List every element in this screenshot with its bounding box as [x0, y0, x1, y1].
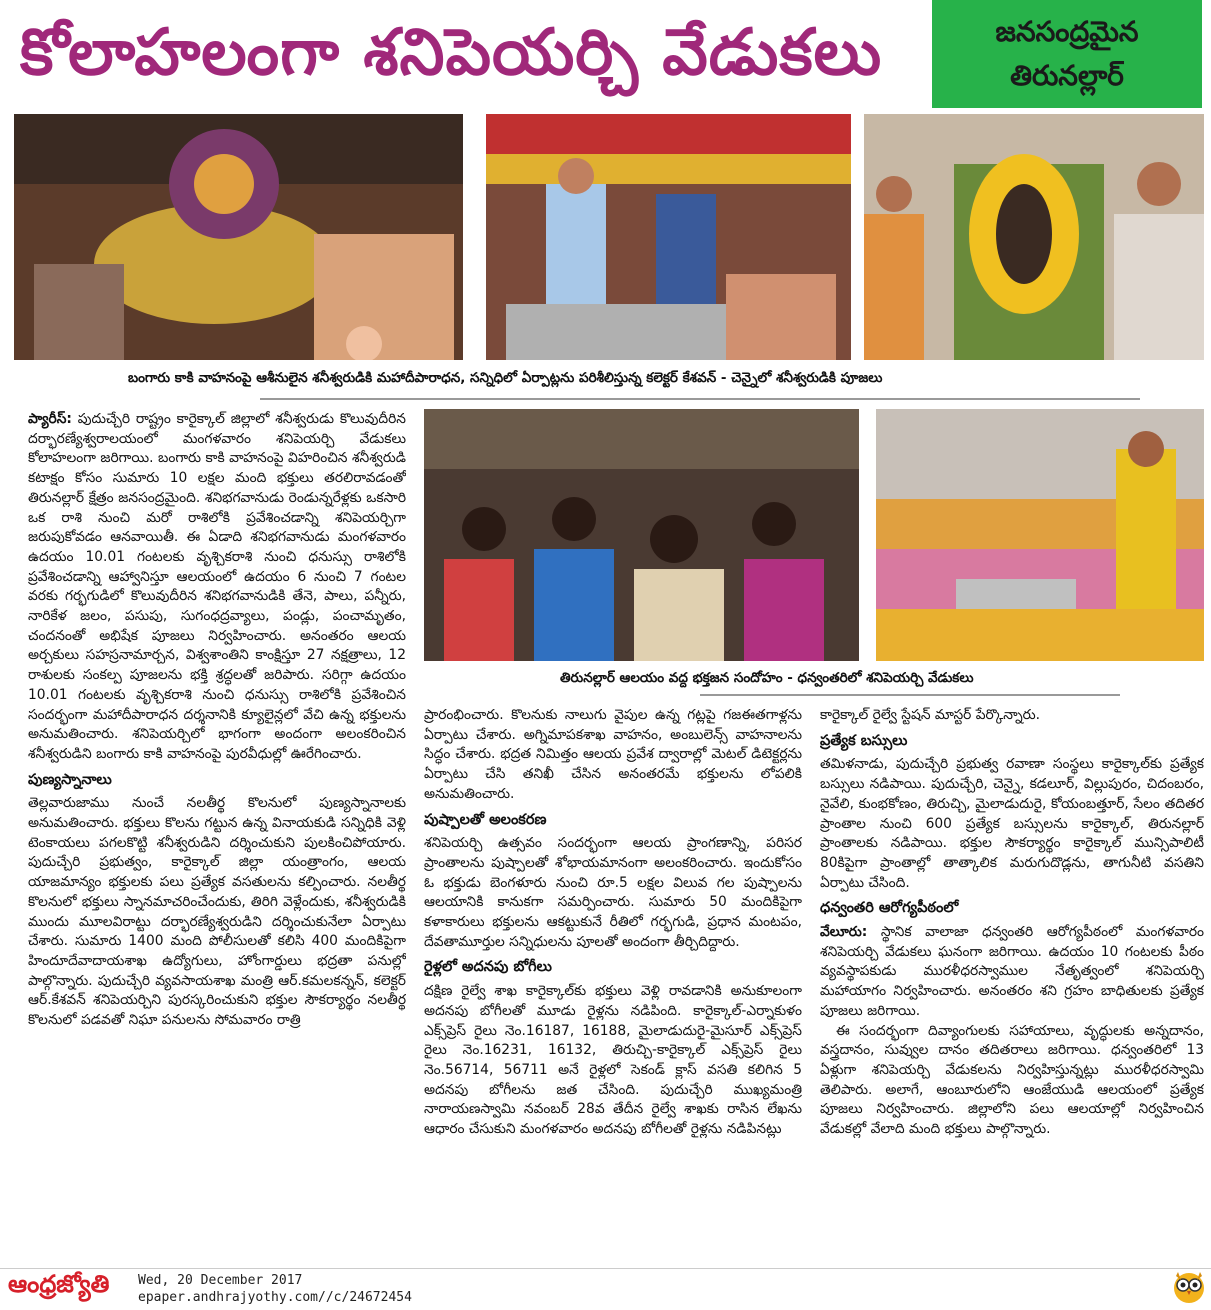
headline: కోలాహలంగా శనిపెయర్చి వేడుకలు — [20, 16, 883, 90]
photo-collector-inspecting — [486, 114, 851, 360]
dateline-vellore: వేలూరు: — [820, 924, 868, 941]
photo-devotee-crowd — [424, 409, 859, 661]
subheading-pushpalankarana: పుష్పాలతో అలంకరణ — [424, 811, 547, 828]
col2-para-3: దక్షిణ రైల్వే శాఖ కారైక్కాల్‌కు భక్తులు వెళ్లి రావడానికి అనుకూలంగా అదనపు బోగీలతో మూడు రైళ్లను నడిపింది. కారైక్కాల్-ఎర్నాకుళం ఎక్స్‌ప్రెస్ రైలు నెం.16187, 16188, మైలాడుదురై-మైసూర్ ఎక్స్‌ప్రెస్ రైలు నెం.16231, 16132, తిరుచ్చి-కారైక్కాల్ ఎక్స్‌ప్రెస్ రైలు నెం.56714, 56711 అనే రైళ్లలో సెకండ్ క్లాస్ వసతి కలిగిన 5 అదనపు బోగీలను జత చేసింది. పుదుచ్చేరి ముఖ్యమంత్రి నారాయణస్వామి నవంబర్ 28వ తేదీన రైల్వే శాఖకు రాసిన లేఖను ఆధారం చేసుకుని మంగళవారం అదనపు బోగీలతో రైళ్లను నడిపినట్లు — [424, 983, 802, 1138]
column-1 — [28, 410, 406, 1268]
col3-para-2: తమిళనాడు, పుదుచ్చేరి ప్రభుత్వ రవాణా సంస్థలు కారైక్కాల్‌కు ప్రత్యేక బస్సులు నడిపాయి. పుదుచ్చేరి, చెన్నై, కడలూర్, విల్లుపురం, చిదంబరం, నైవేలి, కుంభకోణం, తిరుచ్చి, మైలాడుదురై, కోయంబత్తూర్, సేలం తదితర ప్రాంతాల నుంచి 600 ప్రత్యేక బస్సులను కారైక్కాల్, తిరునల్లార్ ప్రాంతాలకు నడిపాయి. భక్తుల సౌకర్యార్థం కారైక్కాల్ మున్సిపాలిటీ 80కిపైగా ప్రాంతాల్లో తాత్కాలిక మరుగుదొడ్లను, తాగునీటి వసతిని ఏర్పాటు చేసింది. — [820, 756, 1204, 891]
andhrajyothy-logo: ఆంధ్రజ్యోతి — [8, 1270, 110, 1298]
subheading-dhanvantari: ధన్వంతరి ఆరోగ్యపీఠంలో — [820, 900, 959, 917]
col3-para-3 — [820, 923, 1204, 1022]
footer-info — [138, 1272, 412, 1306]
caption-rule-middle — [700, 694, 1120, 696]
col1-para-1-text: పుదుచ్చేరి రాష్ట్రం కారైక్కాల్ జిల్లాలో శనీశ్వరుడు కొలువుదీరిన దర్భారణ్యేశ్వరాలయంలో మంగళవారం శనిపెయర్చి వేడుకలు కోలాహలంగా జరిగాయి. బంగారు కాకి వాహనంపై విహరించిన శనీశ్వరుడి కటాక్షం కోసం సుమారు 10 లక్షల మంది భక్తులు తరలిరావడంతో తిరునల్లార్ క్షేత్రం జనసంద్రమైంది. శనిభగవానుడు రెండున్నరేళ్లకు ఒకసారి ఒక రాశి నుంచి మరో రాశిలోకి ప్రవేశించడాన్ని శనిపెయర్చిగా జరుపుకోవడం ఆనవాయితీ. ఈ ఏడాది శనిభగవానుడు మంగళవారం ఉదయం 10.01 గంటలకు వృశ్చికరాశి నుంచి ధనుస్సు రాశిలోకి ప్రవేశించడాన్ని ఆహ్వానిస్తూ ఆలయంలో ఉదయం 6 నుంచి 7 గంటల వరకు గర్భగుడిలో కొలువుదీరిన శనిభగవానుడికి తేనె, పాలు, పన్నీరు, నారికేళ జలం, పసుపు, సుగంధద్రవ్యాలు, పండ్లు, పంచామృతం, చందనంతో అభిషేక పూజలు నిర్వహించారు. అనంతరం ఆలయ అర్చకులు సహస్రనామార్చన, విశ్వశాంతిని కాంక్షిస్తూ 27 నక్షత్రాలు, 12 రాశులకు సంకల్ప పూజలను భక్తి శ్రద్ధలతో జరిపారు. సరిగ్గా ఉదయం 10.01 గంటలకు వృశ్చికరాశి నుంచి ధనుస్సు రాశిలోకి ప్రవేశించిన సందర్భంగా మహాదీపారాధన దర్శనానికి క్యూలైన్లలో వేచి ఉన్న భక్తులను అనుమతించారు. శనిపెయర్చిలో భాగంగా అందంగా అలంకరించిన శనీశ్వరుడిని బంగారు కాకి వాహనంపై పురవీధుల్లో ఊరేగించారు. — [28, 411, 406, 762]
tag-box — [932, 0, 1202, 108]
subheading-railway-bogies: రైళ్లలో అదనపు బోగీలు — [424, 959, 552, 976]
col2-para-2: శనిపెయర్చి ఉత్సవం సందర్భంగా ఆలయ ప్రాంగణాన్ని, పరిసర ప్రాంతాలను పుష్పాలతో శోభాయమానంగా అలంకరించారు. ఇందుకోసం ఓ భక్తుడు బెంగళూరు నుంచి రూ.5 లక్షల విలువ గల పుష్పాలను ఆలయానికి కానుకగా సమర్పించారు. సుమారు 50 మందికిపైగా కళాకారులు భక్తులను ఆకట్టుకునే రీతిలో గర్భగుడి, ప్రధాన మంటపం, దేవతామూర్తుల సన్నిధులను పూలతో అందంగా తీర్చిదిద్దారు. — [424, 835, 802, 950]
col1-para-1 — [28, 410, 406, 765]
tag-line-1: జనసంద్రమైన — [995, 15, 1139, 48]
subheading-punyasnanalu: పుణ్యస్నానాలు — [28, 771, 112, 788]
owl-icon — [1172, 1268, 1206, 1304]
tag-line-2: తిరునల్లార్ — [1010, 59, 1124, 92]
subheading-special-buses: ప్రత్యేక బస్సులు — [820, 732, 908, 749]
col3-para-4: ఈ సందర్భంగా దివ్యాంగులకు సహాయాలు, వృద్ధులకు అన్నదానం, వస్త్రదానం, సువ్వుల దానం తదితరాలు జరిగాయి. ధన్వంతరిలో 13 ఏళ్లుగా శనిపెయర్చి వేడుకలను నిర్వహిస్తున్నట్లు మురళీధరస్వామి తెలిపారు. అలాగే, ఆంబూరులోని ఆంజేయుడి ఆలయంలో ప్రత్యేక పూజలు నిర్వహించారు. జిల్లాలోని పలు ఆలయాల్లో నిర్వహించిన వేడుకల్లో వేలాది మంది భక్తులు పాల్గొన్నారు. — [820, 1022, 1204, 1138]
column-2 — [424, 706, 802, 1268]
column-3 — [820, 706, 1204, 1268]
caption-middle: తిరునల్లార్ ఆలయం వద్ద భక్తజన సందోహం - ధన్వంతరిలో శనిపెయర్చి వేడుకలు — [560, 670, 974, 686]
dateline-paris: ప్యారీస్: — [28, 411, 72, 427]
col3-para-1: కారైక్కాల్ రైల్వే స్టేషన్ మాస్టర్ పేర్కొన్నారు. — [820, 707, 1041, 723]
footer-url[interactable]: epaper.andhrajyothy.com//c/24672454 — [138, 1290, 412, 1305]
footer-date: Wed, 20 December 2017 — [138, 1273, 303, 1288]
caption-rule-top — [260, 398, 1140, 400]
photo-golden-crow-vahanam — [14, 114, 463, 360]
photo-dhanvantari-yagam — [876, 409, 1204, 661]
col3-para-3-text: స్థానిక వాలాజా ధన్వంతరి ఆరోగ్యపీఠంలో మంగళవారం శనిపెయర్చి వేడుకలు ఘనంగా జరిగాయి. ఉదయం 10 గంటలకు పీఠం వ్యవస్థాపకుడు మురళీధరస్వాముల నేతృత్వంలో శనిపెయర్చి మహాయాగం నిర్వహించారు. అనంతరం శని గ్రహం బాధితులకు ప్రత్యేక పూజలు జరిగాయి. — [820, 924, 1204, 1019]
col2-para-1: ప్రారంభించారు. కొలనుకు నాలుగు వైపుల ఉన్న గట్లపై గజఈతగాళ్లను ఏర్పాటు చేశారు. అగ్నిమాపకశాఖ వాహనం, అంబులెన్స్ వాహనాలను సిద్ధం చేశారు. భద్రత నిమిత్తం ఆలయ ప్రవేశ ద్వారాల్లో మెటల్ డిటెక్టర్లను ఏర్పాటు చేసి తనిఖీ చేసిన అనంతరమే భక్తులను లోపలికి అనుమతించారు. — [424, 707, 802, 802]
col1-para-2: తెల్లవారుజాము నుంచే నలతీర్థ కొలనులో పుణ్యస్నానాలకు అనుమతించారు. భక్తులు కొలను గట్టున ఉన్న వినాయకుడి సన్నిధికి వెళ్లి టెంకాయలు పగలకొట్టి శనీశ్వరుడిని దర్శించుకుని పులకించిపోయారు. పుదుచ్చేరి ప్రభుత్వం, కారైక్కాల్ జిల్లా యంత్రాంగం, ఆలయ యాజమాన్యం భక్తులకు పలు ప్రత్యేక వసతులను కల్పించారు. నలతీర్థ కొలనులో భక్తులు స్నానమాచరించేందుకు, తిరిగి వెళ్లేందుకు, శనీశ్వరుడికి ముందు మూలవిరాట్టు దర్భారణ్యేశ్వరుడిని దర్శించుకునేలా ఏర్పాటు చేశారు. సుమారు 1400 మంది పోలీసులతో కలిసి 400 మందికిపైగా హిందూదేవాదాయశాఖ ఉద్యోగులు, హోంగార్డులు భద్రతా పనుల్లో పాల్గొన్నారు. పుదుచ్చేరి వ్యవసాయశాఖ మంత్రి ఆర్.కమలకన్నన్, కలెక్టర్ ఆర్.కేశవన్ శనిపెయర్చిని పురస్కరించుకుని భక్తుల సౌకర్యార్థం నలతీర్థ కొలనులో పడవతో నిఘా పనులను సోమవారం రాత్రి — [28, 795, 406, 1029]
photo-chennai-puja — [864, 114, 1204, 360]
caption-top: బంగారు కాకి వాహనంపై ఆశీనులైన శనీశ్వరుడికి మహాదీపారాధన, సన్నిధిలో ఏర్పాట్లను పరిశీలిస్తున్న కలెక్టర్ కేశవన్ - చెన్నైలో శనీశ్వరుడికి పూజలు — [128, 370, 883, 386]
